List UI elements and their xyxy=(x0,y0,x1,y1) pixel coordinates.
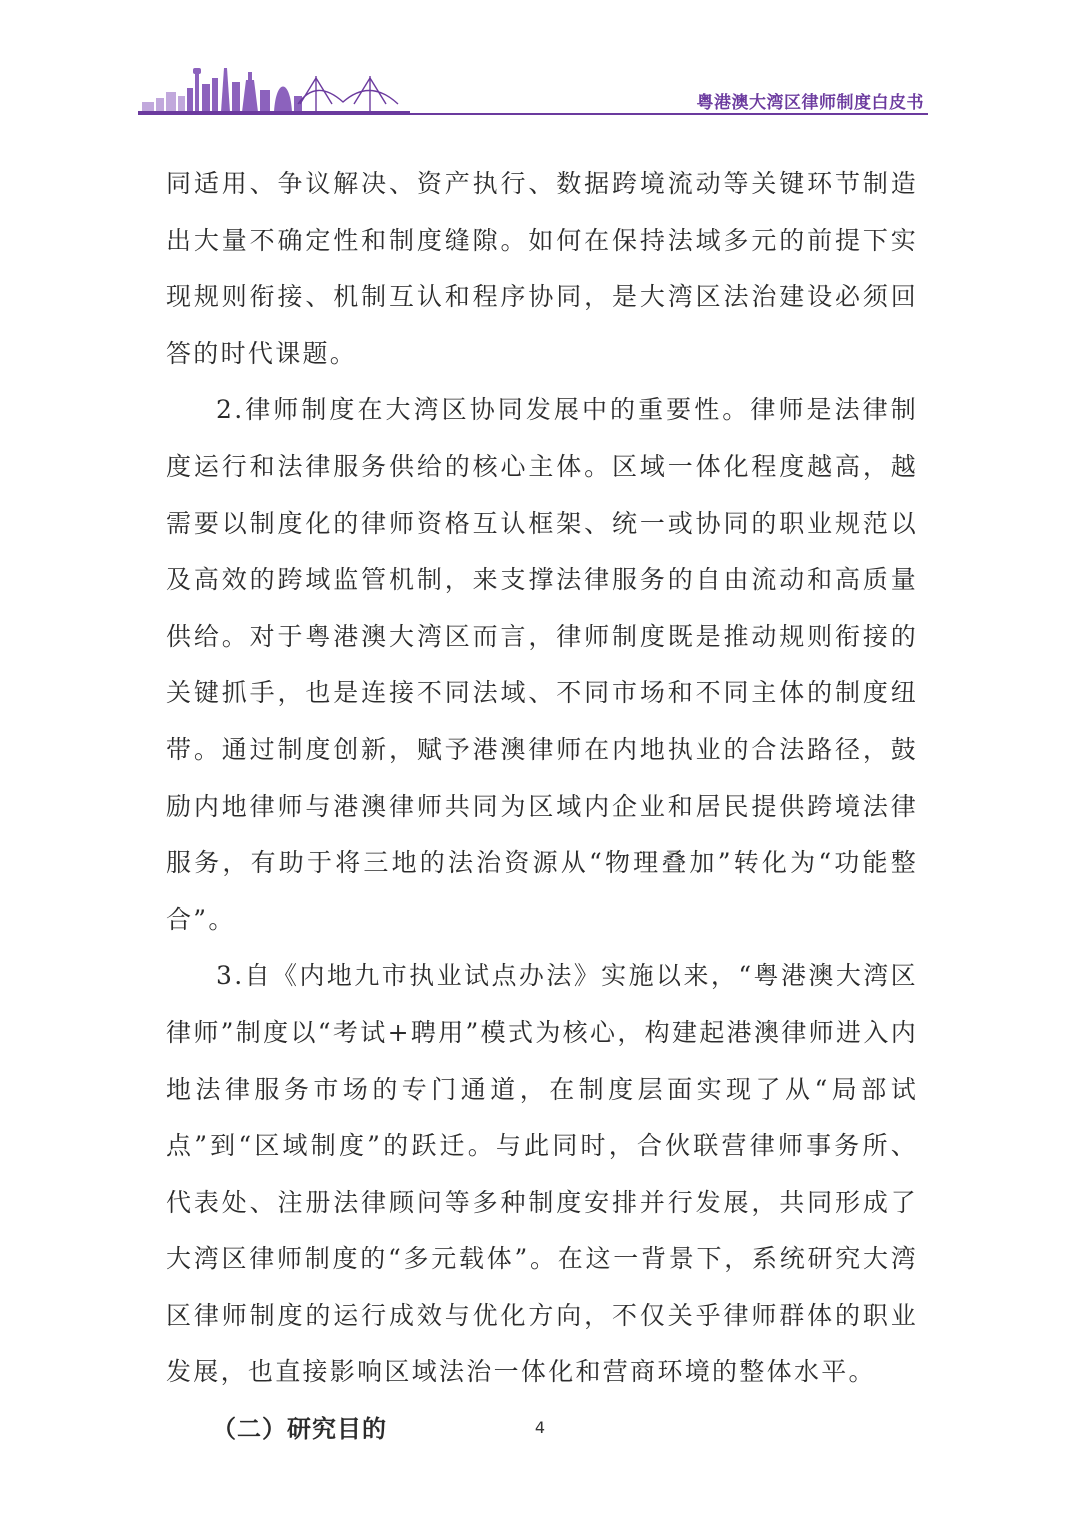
header-divider xyxy=(138,113,928,115)
section-heading: （二）研究目的 xyxy=(212,1415,387,1444)
document-title: 粤港澳大湾区律师制度白皮书 xyxy=(696,93,924,113)
paragraph-pilot-measures: 3.自《内地九市执业试点办法》实施以来，“粤港澳大湾区律师”制度以“考试+聘用”模式为核心，构建起港澳律师进入内地法律服务市场的专门通道，在制度层面实现了从“局部试点”到“区域制度”的跃迁。与此同时，合伙联营律师事务所、代表处、注册法律顾问等多种制度安排并行发展，共同形成了大湾区律师制度的“多元载体”。在这一背景下，系统研究大湾区律师制度的运行成效与优化方向，不仅关乎律师群体的职业发展，也直接影响区域法治一体化和营商环境的整体水平。 xyxy=(166,961,918,1387)
paragraph-continuation: 同适用、争议解决、资产执行、数据跨境流动等关键环节制造出大量不确定性和制度缝隙。如何在保持法域多元的前提下实现规则衔接、机制互认和程序协同，是大湾区法治建设必须回答的时代课题。 xyxy=(166,169,918,368)
page-header xyxy=(138,58,928,118)
city-skyline-bridge-icon xyxy=(138,58,418,116)
page-body xyxy=(166,156,918,1458)
paragraph-lawyer-system-importance: 2.律师制度在大湾区协同发展中的重要性。律师是法律制度运行和法律服务供给的核心主体。区域一体化程度越高，越需要以制度化的律师资格互认框架、统一或协同的职业规范以及高效的跨域监管机制，来支撑法律服务的自由流动和高质量供给。对于粤港澳大湾区而言，律师制度既是推动规则衔接的关键抓手，也是连接不同法域、不同市场和不同主体的制度纽带。通过制度创新，赋予港澳律师在内地执业的合法路径，鼓励内地律师与港澳律师共同为区域内企业和居民提供跨境法律服务，有助于将三地的法治资源从“物理叠加”转化为“功能整合”。 xyxy=(166,395,918,934)
page-number: 4 xyxy=(534,1418,546,1437)
